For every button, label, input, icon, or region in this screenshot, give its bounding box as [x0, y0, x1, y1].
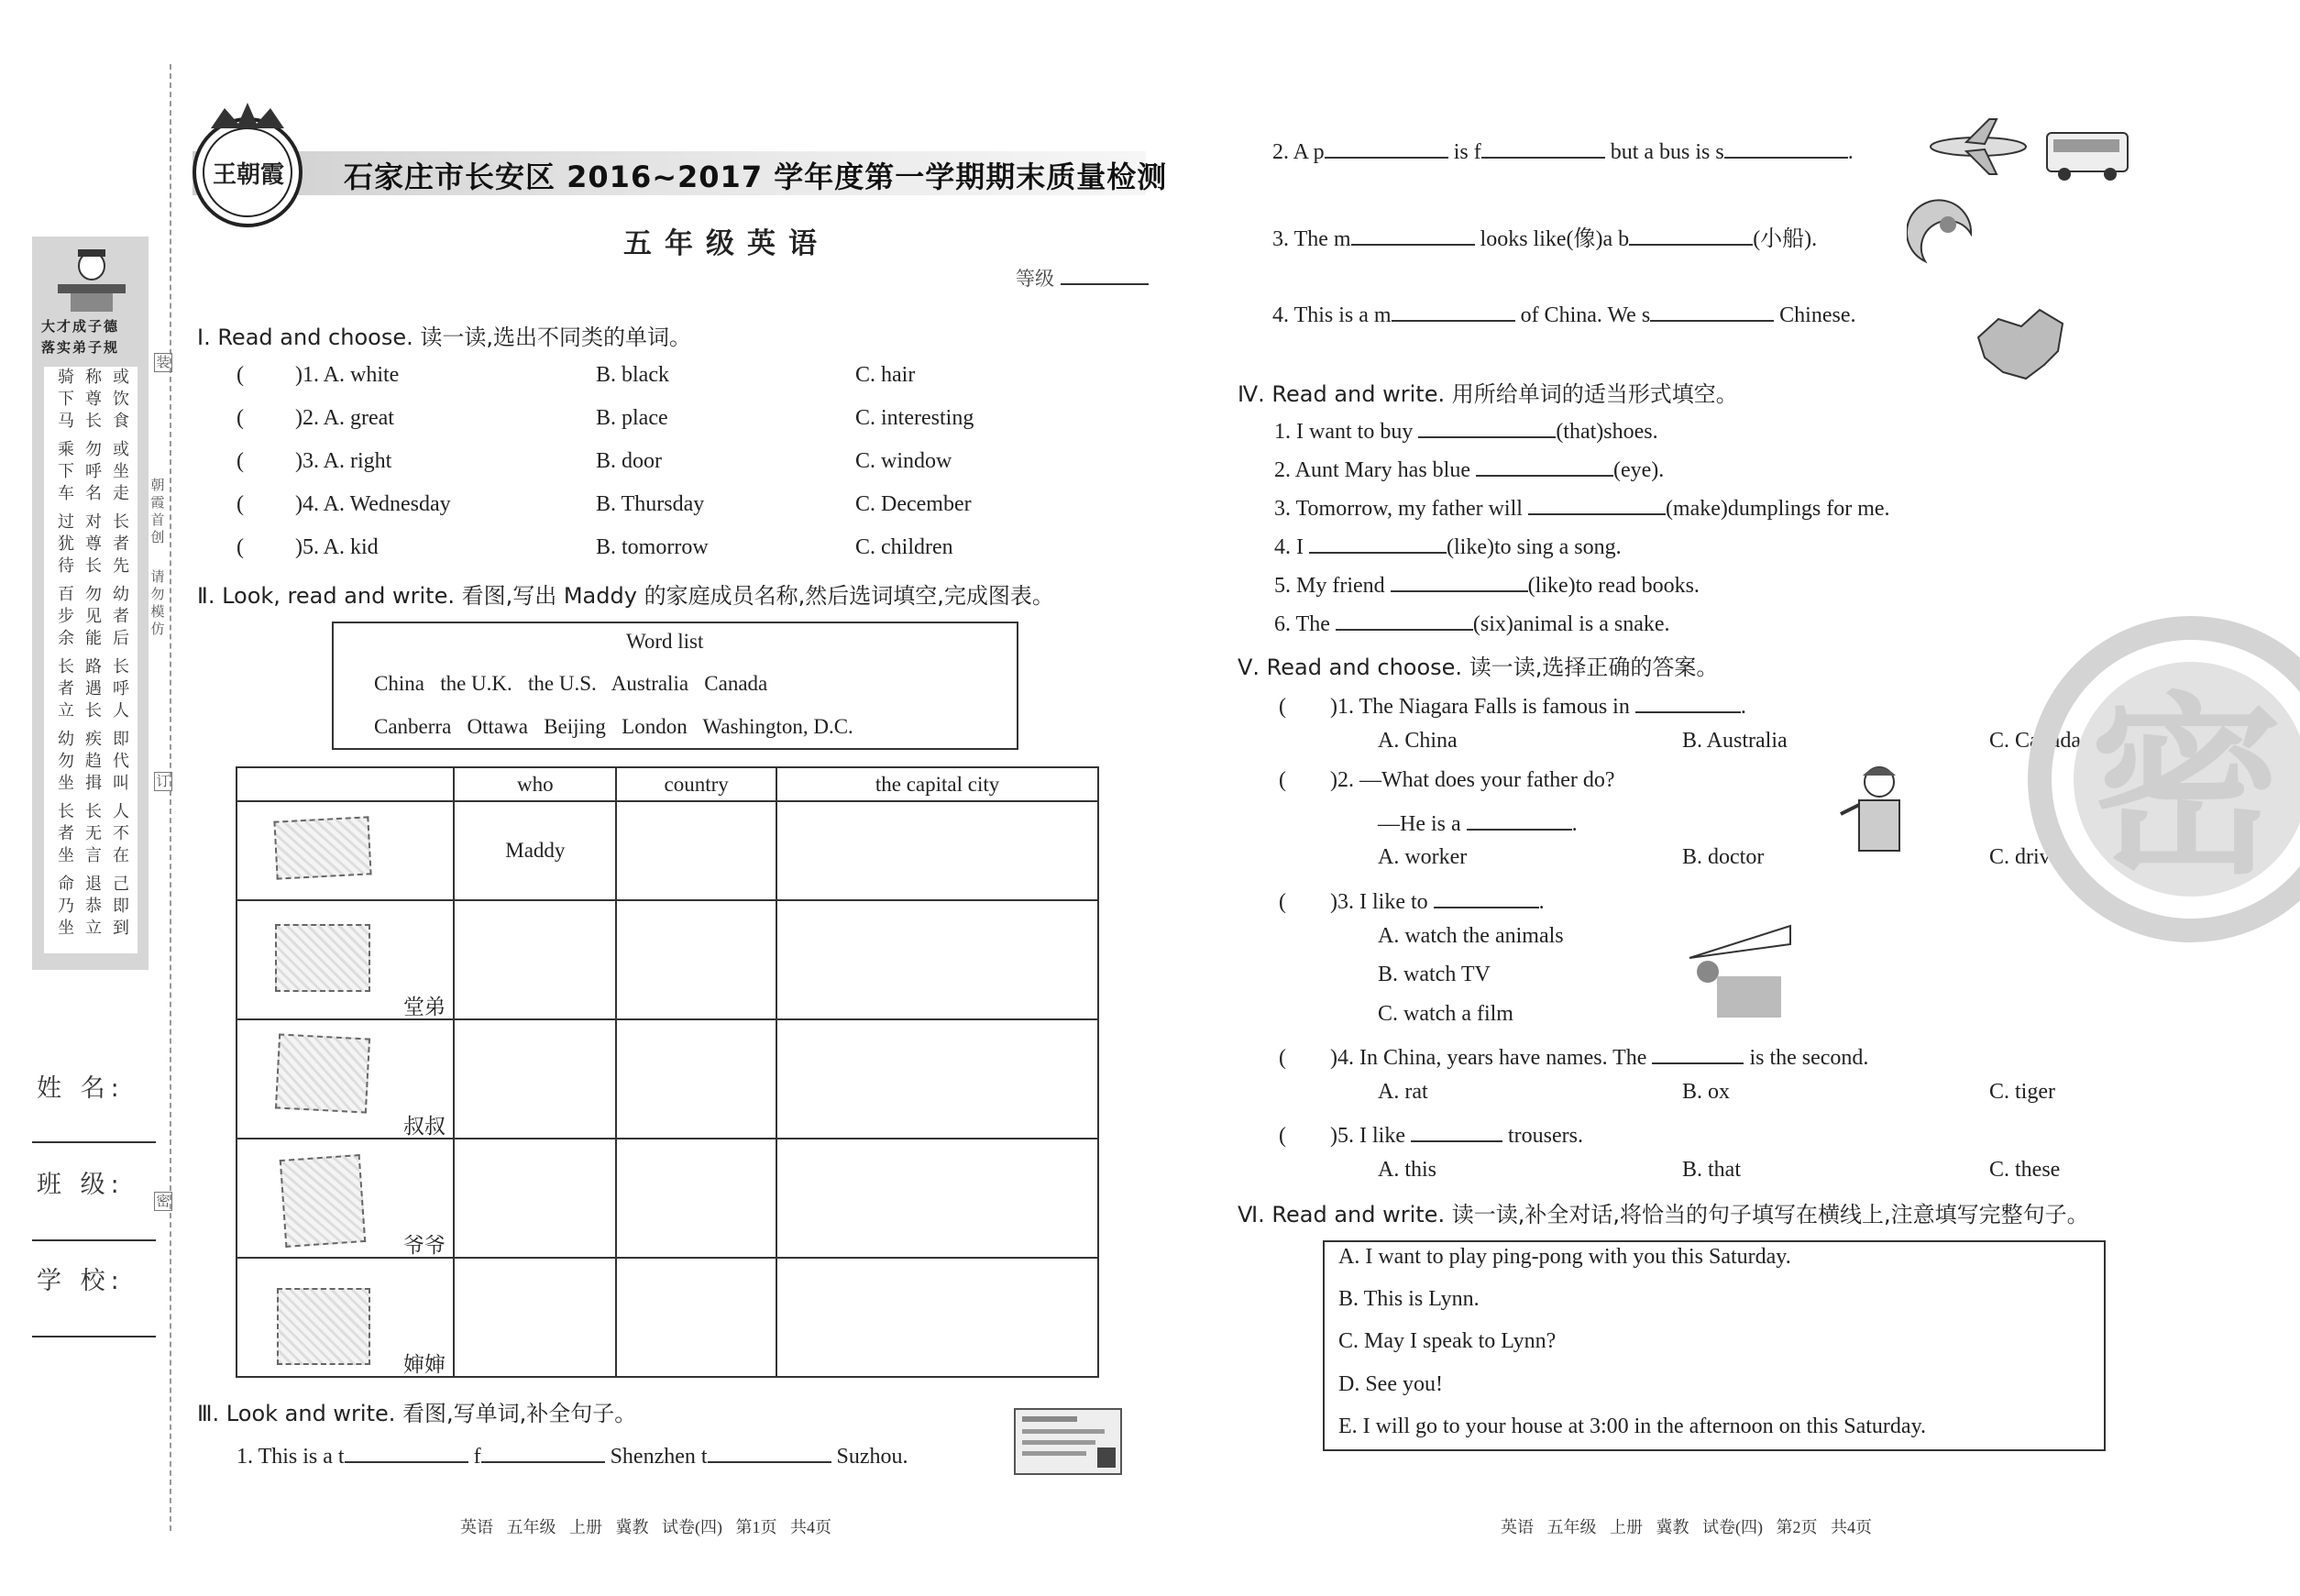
country-cell[interactable]: [616, 1019, 776, 1139]
cinema-image: [1685, 921, 1795, 1022]
motto-rule-text: 退恭立: [85, 875, 102, 938]
fill-in-suffix: (eye).: [1612, 458, 1665, 482]
q3-2-blank-3[interactable]: [1724, 135, 1848, 159]
exam-title: 石家庄市长安区 2016~2017 学年度第一学期期末质量检测: [344, 160, 1168, 194]
dialogue-option: A. I want to play ping-pong with you this Saturday.: [1338, 1245, 1791, 1269]
who-cell[interactable]: [454, 1139, 616, 1258]
binding-fold-line: [170, 64, 171, 1531]
q5-2-reply: —He is a .: [1378, 807, 1578, 837]
answer-bracket[interactable]: (: [237, 535, 244, 559]
capital-cell[interactable]: [776, 1019, 1098, 1139]
option-b[interactable]: B. black: [596, 363, 669, 387]
country-cell[interactable]: [616, 1139, 776, 1258]
section-6-heading: Ⅵ. Read and write. 读一读,补全对话,将恰当的句子填写在横线上,注意填写完整句子。: [1238, 1202, 2089, 1227]
motto-rule-text: 路遇长: [85, 657, 102, 721]
choice-row: [237, 363, 1062, 391]
capital-cell[interactable]: [776, 1258, 1098, 1377]
copyright-note-1: [149, 477, 166, 546]
cousin-photo-image: [275, 924, 370, 992]
q3-3-text-c: (小船).: [1753, 227, 1818, 251]
grade-input-line[interactable]: [1061, 261, 1149, 285]
train-ticket-image: [1013, 1407, 1123, 1476]
dialogue-option: D. See you!: [1338, 1372, 1443, 1396]
option-a[interactable]: )1. A. white: [295, 363, 400, 387]
q3-2-blank-2[interactable]: [1481, 135, 1605, 159]
option-b[interactable]: B. tomorrow: [596, 535, 709, 559]
fill-in-row: [1274, 530, 1622, 560]
binding-note-mi: 密: [156, 1193, 171, 1209]
fill-in-row: [1274, 568, 1700, 599]
fill-in-suffix: (make)dumplings for me.: [1665, 497, 1890, 521]
q3-1-text-c: Shenzhen t: [610, 1445, 708, 1469]
question-3-3: [1272, 220, 1817, 252]
option-b[interactable]: B. Thursday: [596, 492, 705, 516]
fill-in-prefix: 6. The: [1274, 612, 1330, 636]
word-list-capitals: Canberra Ottawa Beijing London Washington, D.C.: [374, 715, 853, 738]
relation-label-cousin: 堂弟: [403, 996, 446, 1018]
question-5-1: ( )1. The Niagara Falls is famous in .: [1279, 689, 1746, 720]
binding-mark-mi: [154, 1192, 172, 1211]
q5-1-text: )1. The Niagara Falls is famous in: [1330, 695, 1630, 719]
option-c[interactable]: C. children: [855, 535, 953, 559]
q5-2-opt-b[interactable]: B. doctor: [1682, 845, 1765, 869]
q3-1-text-d: Suzhou.: [836, 1445, 908, 1469]
maddy-photo-image: [273, 816, 371, 879]
q3-1-blank-2[interactable]: [481, 1439, 605, 1463]
q5-2-blank[interactable]: [1467, 807, 1572, 831]
answer-bracket[interactable]: (: [237, 363, 244, 387]
school-field: [37, 1260, 125, 1296]
option-b[interactable]: B. door: [596, 449, 662, 473]
fill-in-row: [1274, 453, 1664, 483]
copyright-note-text-1: 朝霞首创: [150, 477, 165, 545]
option-c[interactable]: C. December: [855, 492, 972, 516]
china-map-image: [1971, 301, 2072, 388]
fill-in-row: [1274, 491, 1890, 522]
binding-mark-ding: [154, 772, 172, 791]
motto-rule-text: 即代叫: [113, 730, 129, 793]
fill-in-prefix: 1. I want to buy: [1274, 420, 1414, 444]
word-list-countries: China the U.K. the U.S. Australia Canada: [374, 672, 768, 695]
q5-5-opt-b[interactable]: B. that: [1682, 1158, 1741, 1182]
question-3-1: [237, 1439, 908, 1469]
motto-rule-text: 幼勿坐: [58, 730, 74, 793]
motto-rule-text: 长呼人: [113, 657, 129, 721]
fill-in-blank[interactable]: [1391, 568, 1528, 592]
option-a[interactable]: )4. A. Wednesday: [295, 492, 451, 516]
motto-rule-text: 过犹待: [58, 512, 74, 576]
who-cell: Maddy: [454, 801, 616, 900]
section-4-heading: Ⅳ. Read and write. 用所给单词的适当形式填空。: [1238, 381, 1738, 407]
motto-rule-text: 乘下车: [58, 440, 74, 503]
grade-label: [1016, 261, 1149, 292]
q5-5-text-b: trousers.: [1507, 1124, 1583, 1148]
bus-icon: [2044, 128, 2131, 183]
q5-4-blank[interactable]: [1652, 1040, 1744, 1064]
q3-2-blank-1[interactable]: [1325, 135, 1448, 159]
capital-cell[interactable]: [776, 900, 1098, 1019]
motto-rule-text: 长者坐: [58, 802, 74, 865]
motto-rule-text: 勿呼名: [85, 440, 102, 503]
fill-in-suffix: (that)shoes.: [1556, 420, 1658, 444]
motto-rule-text: 百步余: [58, 585, 74, 648]
name-label: 姓 名:: [37, 1074, 125, 1103]
option-b[interactable]: B. place: [596, 406, 668, 430]
fill-in-blank[interactable]: [1528, 491, 1666, 515]
question-3-2: [1272, 135, 1854, 165]
binding-note-zhuang: 装: [156, 354, 171, 370]
q5-3-opt-a[interactable]: A. watch the animals: [1378, 924, 1564, 948]
q5-3-text: )3. I like to: [1330, 890, 1428, 914]
answer-bracket[interactable]: (: [237, 492, 244, 516]
section-5-heading: Ⅴ. Read and choose. 读一读,选择正确的答案。: [1238, 655, 1719, 680]
question-5-5: ( )5. I like trousers.: [1279, 1118, 1583, 1149]
exam-subtitle: 五年级英语: [623, 227, 830, 260]
q5-4-opt-a[interactable]: A. rat: [1378, 1080, 1428, 1104]
q3-4-text-c: Chinese.: [1779, 303, 1856, 327]
school-input-line[interactable]: [32, 1336, 156, 1337]
footer-right: 英语 五年级 上册 冀教 试卷(四) 第2页 共4页: [1501, 1518, 1872, 1536]
question-3-4: [1272, 298, 1856, 328]
dialogue-option: B. This is Lynn.: [1338, 1287, 1480, 1311]
brand-logo-text: 王朝霞: [213, 161, 285, 188]
fill-in-prefix: 2. Aunt Mary has blue: [1274, 458, 1470, 482]
motto-rule-text: 长者立: [58, 657, 74, 721]
class-label: 班 级:: [37, 1171, 125, 1199]
option-a[interactable]: )5. A. kid: [295, 535, 379, 559]
school-label: 学 校:: [37, 1267, 125, 1295]
motto-rule-text: 称尊长: [85, 368, 102, 431]
q3-2-text-b: is f: [1453, 140, 1481, 164]
option-c[interactable]: C. interesting: [855, 406, 974, 430]
section-3-heading: Ⅲ. Look and write. 看图,写单词,补全句子。: [197, 1401, 637, 1426]
relation-label-uncle: 叔叔: [403, 1115, 446, 1138]
aunt-photo-image: [277, 1288, 370, 1365]
fill-in-prefix: 5. My friend: [1274, 574, 1385, 598]
q3-4-blank-1[interactable]: [1392, 298, 1515, 322]
choice-row: [237, 406, 1062, 434]
q3-3-text-b: looks like(像)a b: [1480, 227, 1630, 251]
q5-5-opt-a[interactable]: A. this: [1378, 1158, 1437, 1182]
q5-2-opt-c[interactable]: C. driver: [1989, 845, 2068, 869]
q5-3-opt-b[interactable]: B. watch TV: [1378, 963, 1491, 986]
question-5-4: ( )4. In China, years have names. The is the second.: [1279, 1040, 1868, 1071]
confidential-stamp-char: 密: [2090, 676, 2283, 900]
section-1-heading: Ⅰ. Read and choose. 读一读,选出不同类的单词。: [197, 325, 691, 350]
header-cell-capital: the capital city: [776, 767, 1098, 801]
grade-label-text: 等级: [1016, 268, 1054, 290]
fill-in-suffix: (like)to sing a song.: [1447, 535, 1622, 559]
q5-1-opt-b[interactable]: B. Australia: [1682, 729, 1788, 753]
q5-1-opt-a[interactable]: A. China: [1378, 729, 1458, 753]
fill-in-suffix: (like)to read books.: [1527, 574, 1700, 598]
country-cell[interactable]: [616, 1258, 776, 1377]
who-cell[interactable]: [454, 1258, 616, 1377]
moon-boat-image: [1907, 197, 1980, 275]
q3-4-text-b: of China. We s: [1520, 303, 1651, 327]
country-cell[interactable]: [616, 801, 776, 900]
option-c[interactable]: C. hair: [855, 363, 916, 387]
q5-1-blank[interactable]: [1635, 689, 1741, 713]
motto-rule-text: 长者先: [113, 512, 129, 576]
rules-grid: [48, 367, 136, 953]
footer-left: 英语 五年级 上册 冀教 试卷(四) 第1页 共4页: [460, 1518, 831, 1536]
capital-cell[interactable]: [776, 801, 1098, 900]
q5-4-opt-c[interactable]: C. tiger: [1989, 1080, 2055, 1104]
option-c[interactable]: C. window: [855, 449, 952, 473]
q5-1-opt-c[interactable]: C. Canada: [1989, 729, 2081, 753]
q3-1-blank-3[interactable]: [708, 1439, 831, 1463]
q3-3-blank-2[interactable]: [1629, 222, 1753, 246]
q3-3-blank-1[interactable]: [1351, 222, 1475, 246]
scholar-icon: [50, 246, 133, 314]
choice-row: [237, 449, 1062, 477]
q3-4-text-a: 4. This is a m: [1272, 303, 1392, 327]
q5-4-text-a: )4. In China, years have names. The: [1330, 1046, 1647, 1070]
fill-in-prefix: 4. I: [1274, 535, 1304, 559]
relation-label-grandpa: 爷爷: [403, 1234, 446, 1257]
table-header-row: [237, 767, 1098, 801]
option-a[interactable]: )2. A. great: [295, 406, 394, 430]
motto-line-2: 落实弟子规: [41, 339, 120, 356]
fill-in-suffix: (six)animal is a snake.: [1472, 612, 1670, 636]
q5-4-opt-b[interactable]: B. ox: [1682, 1080, 1731, 1104]
q5-4-text-b: is the second.: [1749, 1046, 1869, 1070]
binding-note-ding: 订: [156, 773, 171, 789]
class-input-line[interactable]: [32, 1239, 156, 1241]
motto-rule-text: 己即到: [113, 875, 129, 938]
plane-icon: [1925, 115, 2030, 179]
country-cell[interactable]: [616, 900, 776, 1019]
fill-in-blank[interactable]: [1418, 414, 1556, 438]
header-cell-who: who: [454, 767, 616, 801]
answer-bracket[interactable]: (: [237, 449, 244, 473]
question-5-3: ( )3. I like to .: [1279, 885, 1545, 915]
q5-5-opt-c[interactable]: C. these: [1989, 1158, 2061, 1182]
copyright-note-2: [149, 568, 166, 638]
fill-in-row: [1274, 414, 1658, 445]
motto-rule-text: 勿见能: [85, 585, 102, 648]
motto-rule-text: 骑下马: [58, 368, 74, 431]
motto-rule-text: 或坐走: [113, 440, 129, 503]
q3-4-blank-2[interactable]: [1650, 298, 1774, 322]
q3-2-text-c: but a bus is s: [1610, 140, 1724, 164]
motto-rule-text: 长无言: [85, 802, 102, 865]
fill-in-row: [1274, 607, 1670, 637]
motto-rule-text: 命乃坐: [58, 875, 74, 938]
word-list-title: Word list: [626, 630, 704, 653]
q5-2-opt-a[interactable]: A. worker: [1378, 845, 1468, 869]
name-input-line[interactable]: [32, 1141, 156, 1143]
relation-label-aunt: 婶婶: [403, 1353, 446, 1376]
dialogue-option: C. May I speak to Lynn?: [1338, 1329, 1557, 1353]
q3-1-blank-1[interactable]: [345, 1439, 468, 1463]
motto-rule-text: 或饮食: [113, 368, 129, 431]
motto-rule-text: 人不在: [113, 802, 129, 865]
q3-1-text-b: f: [473, 1445, 481, 1469]
q3-2-text-a: 2. A p: [1272, 140, 1325, 164]
q5-5-blank[interactable]: [1411, 1118, 1502, 1142]
question-5-2: ( )2. —What does your father do?: [1279, 768, 1615, 792]
worker-image: [1833, 759, 1920, 855]
dialogue-option: E. I will go to your house at 3:00 in the afternoon on this Saturday.: [1338, 1414, 1927, 1438]
fill-in-prefix: 3. Tomorrow, my father will: [1274, 497, 1523, 521]
answer-bracket[interactable]: (: [237, 406, 244, 430]
who-cell[interactable]: [454, 900, 616, 1019]
copyright-note-text-2: 请勿模仿: [150, 568, 165, 637]
who-cell[interactable]: [454, 1019, 616, 1139]
motto-rule-text: 幼者后: [113, 585, 129, 648]
q5-3-blank[interactable]: [1434, 885, 1539, 908]
choice-row: [237, 535, 1062, 563]
header-cell-country: country: [616, 767, 776, 801]
fill-in-blank[interactable]: [1336, 607, 1473, 631]
motto-line-1: 大才成子德: [41, 318, 120, 335]
q5-2-text: )2. —What does your father do?: [1330, 768, 1615, 792]
q5-5-text-a: )5. I like: [1330, 1124, 1405, 1148]
q3-1-text-a: 1. This is a t: [237, 1445, 345, 1469]
motto-rule-text: 疾趋揖: [85, 730, 102, 793]
q3-3-text-a: 3. The m: [1272, 227, 1351, 251]
q5-3-opt-c[interactable]: C. watch a film: [1378, 1002, 1513, 1026]
section-2-heading: Ⅱ. Look, read and write. 看图,写出 Maddy 的家庭成员名称,然后选词填空,完成图表。: [197, 583, 1054, 609]
header-cell-photo: [237, 767, 454, 801]
q3-2-text-d: .: [1847, 140, 1854, 164]
option-a[interactable]: )3. A. right: [295, 449, 392, 473]
capital-cell[interactable]: [776, 1139, 1098, 1258]
grandpa-photo-image: [280, 1154, 366, 1248]
motto-rule-text: 对尊长: [85, 512, 102, 576]
class-field: [37, 1164, 125, 1200]
name-field: [37, 1068, 125, 1104]
choice-row: [237, 492, 1062, 520]
fill-in-blank[interactable]: [1309, 530, 1447, 554]
fill-in-blank[interactable]: [1476, 453, 1613, 477]
q5-2-reply-text: —He is a: [1378, 812, 1461, 836]
binding-mark-zhuang: [154, 353, 172, 372]
uncle-photo-image: [275, 1033, 370, 1113]
